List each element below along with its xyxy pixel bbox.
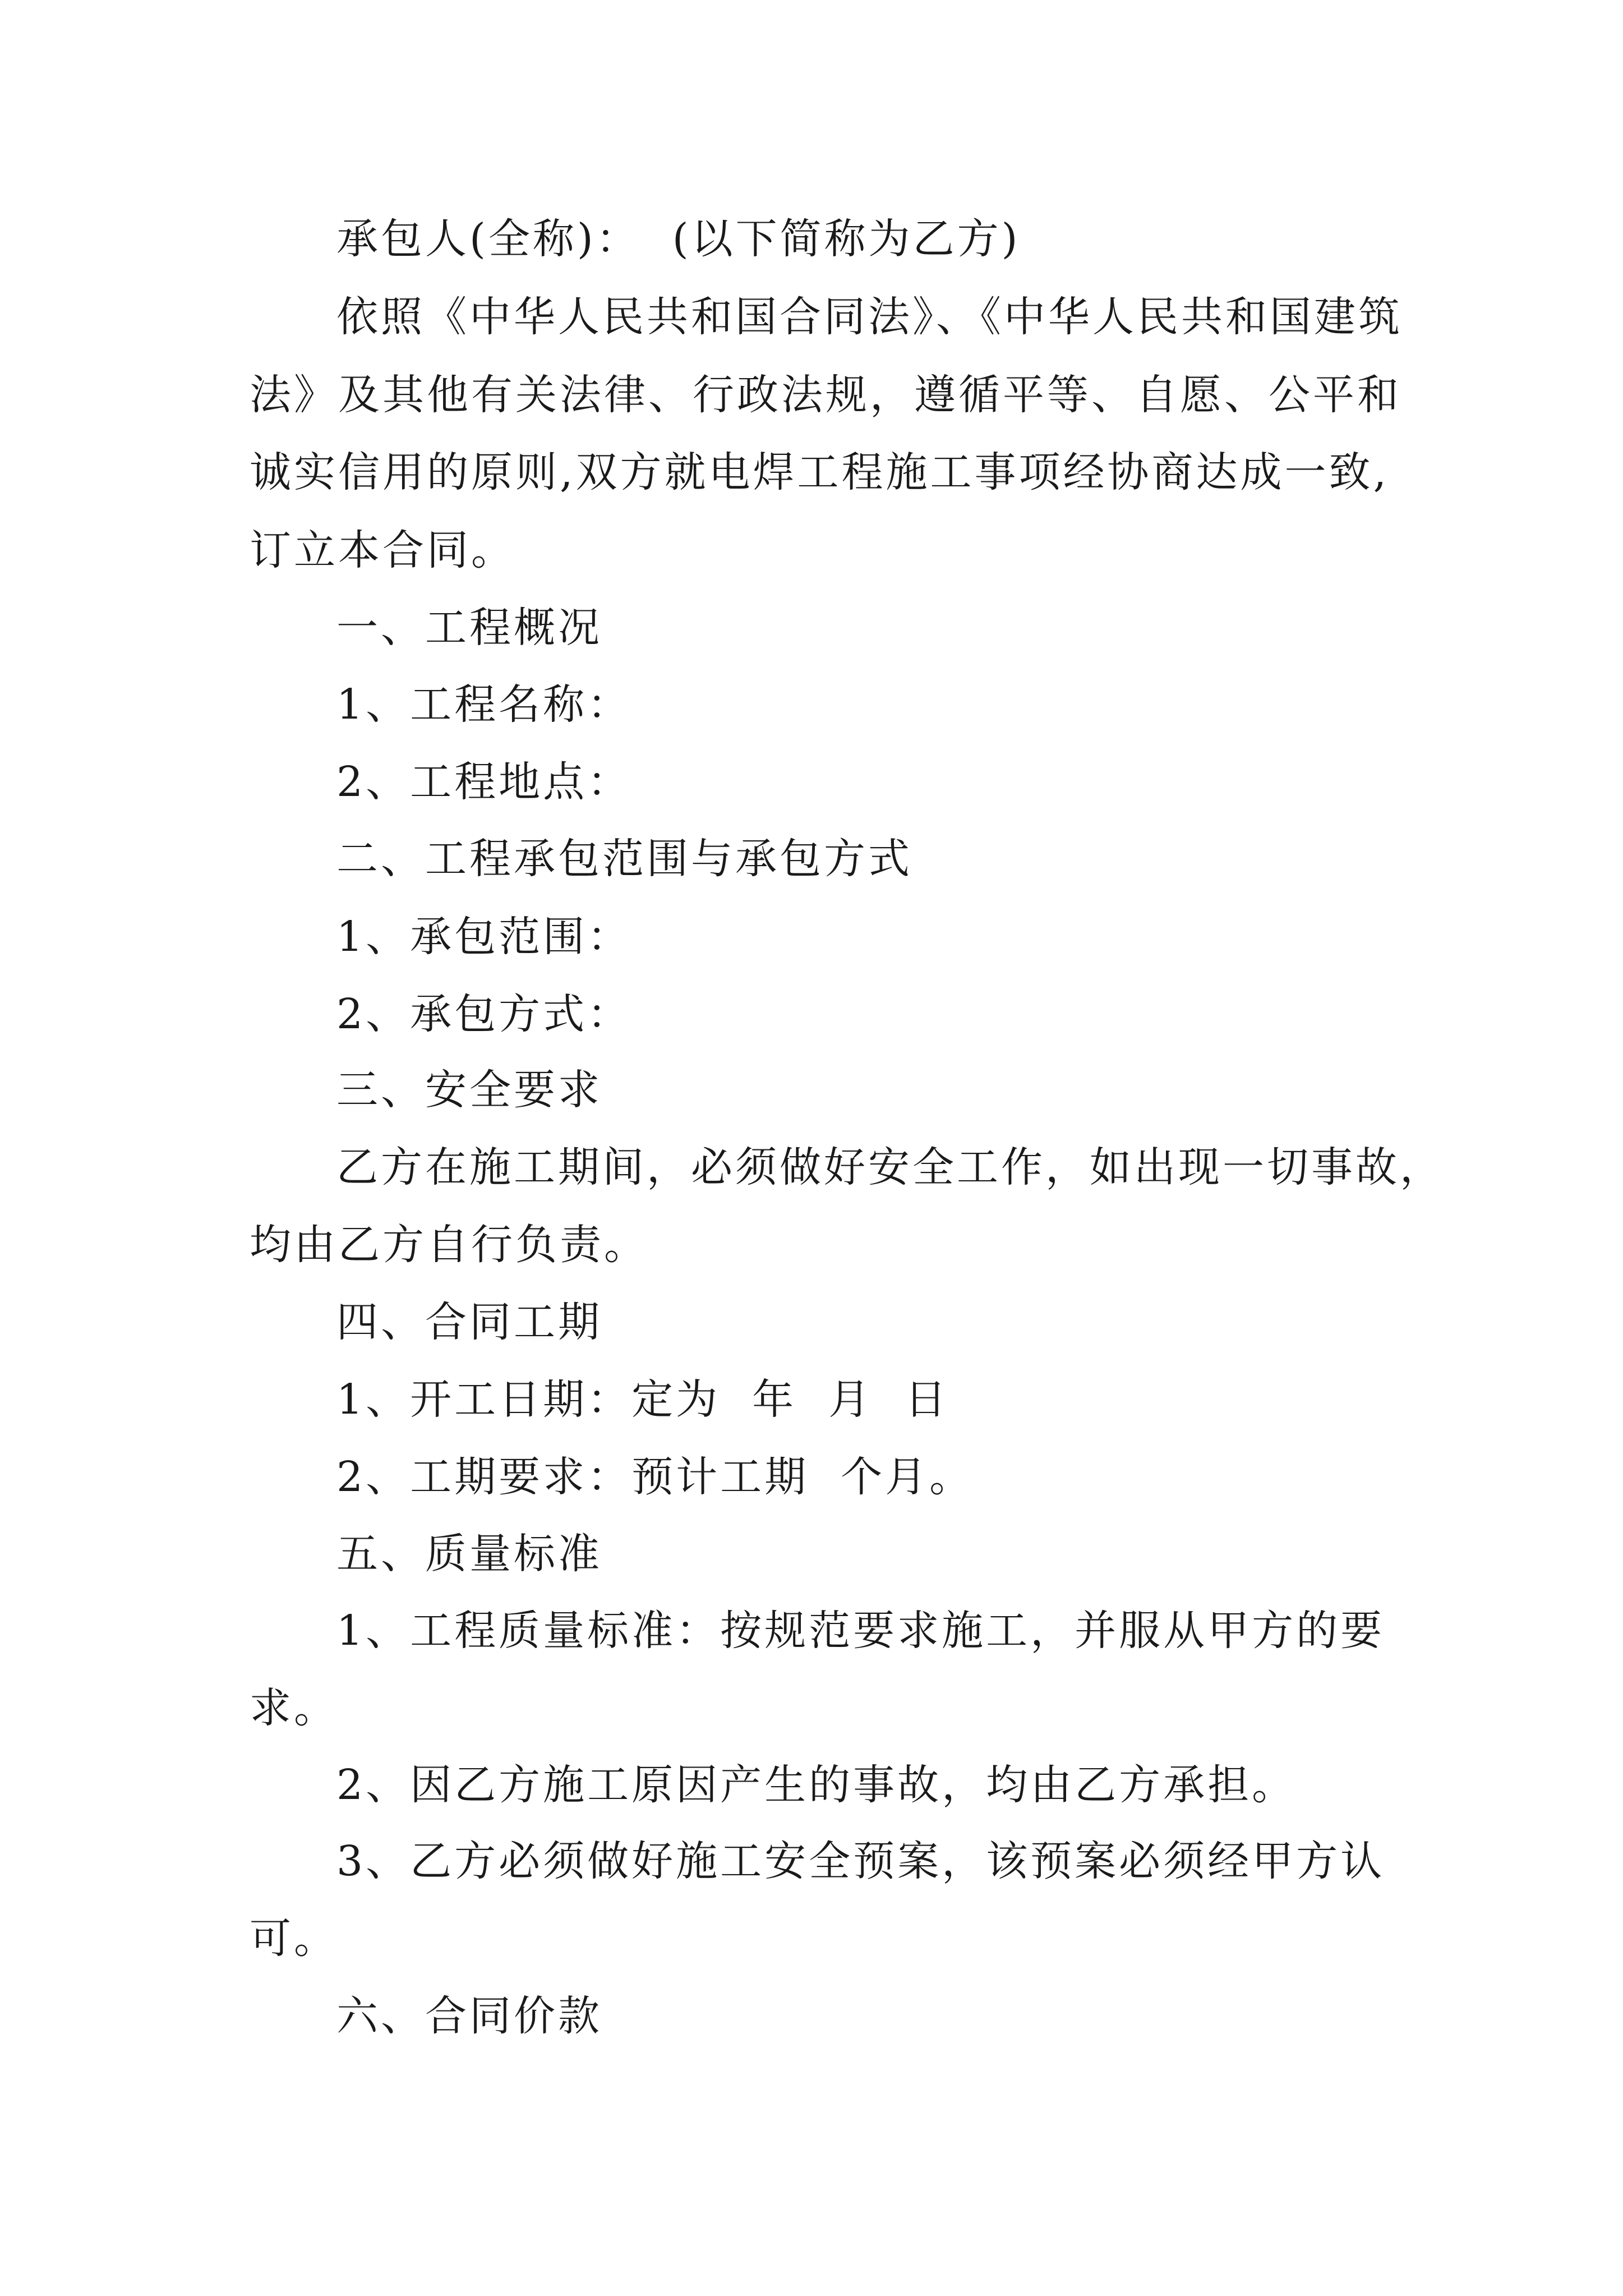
clause-line: 2、工期要求：预计工期 个月。 <box>336 1453 974 1501</box>
contractor-name-line: 承包人(全称)： (以下简称为乙方) <box>336 215 1021 263</box>
section-heading: 六、合同价款 <box>336 1992 602 2040</box>
section-heading: 二、工程承包范围与承包方式 <box>336 835 912 883</box>
paragraph-line: 诚实信用的原则,双方就电焊工程施工事项经协商达成一致, <box>250 448 1390 496</box>
clause-line: 可。 <box>250 1915 338 1963</box>
clause-line: 3、乙方必须做好施工安全预案，该预案必须经甲方认 <box>336 1837 1385 1885</box>
paragraph-line: 均由乙方自行负责。 <box>250 1221 648 1269</box>
section-heading: 三、安全要求 <box>336 1066 602 1114</box>
paragraph-line: 乙方在施工期间，必须做好安全工作，如出现一切事故， <box>336 1143 1444 1191</box>
clause-line: 1、工程名称： <box>336 680 632 729</box>
clause-line: 1、工程质量标准：按规范要求施工，并服从甲方的要 <box>336 1607 1385 1655</box>
paragraph-line: 订立本合同。 <box>250 526 515 574</box>
clause-line: 1、承包范围： <box>336 913 632 961</box>
section-heading: 四、合同工期 <box>336 1298 602 1346</box>
clause-line: 求。 <box>250 1684 338 1732</box>
clause-line: 2、承包方式： <box>336 990 632 1038</box>
clause-line: 2、因乙方施工原因产生的事故，均由乙方承担。 <box>336 1761 1297 1809</box>
paragraph-line: 法》及其他有关法律、行政法规，遵循平等、自愿、公平和 <box>250 371 1401 419</box>
section-heading: 一、工程概况 <box>336 604 602 652</box>
clause-line: 2、工程地点： <box>336 758 632 806</box>
clause-line: 1、开工日期：定为 年 月 日 <box>336 1375 949 1424</box>
section-heading: 五、质量标准 <box>336 1530 602 1578</box>
paragraph-line: 依照《中华人民共和国合同法》、《中华人民共和国建筑 <box>336 293 1403 341</box>
